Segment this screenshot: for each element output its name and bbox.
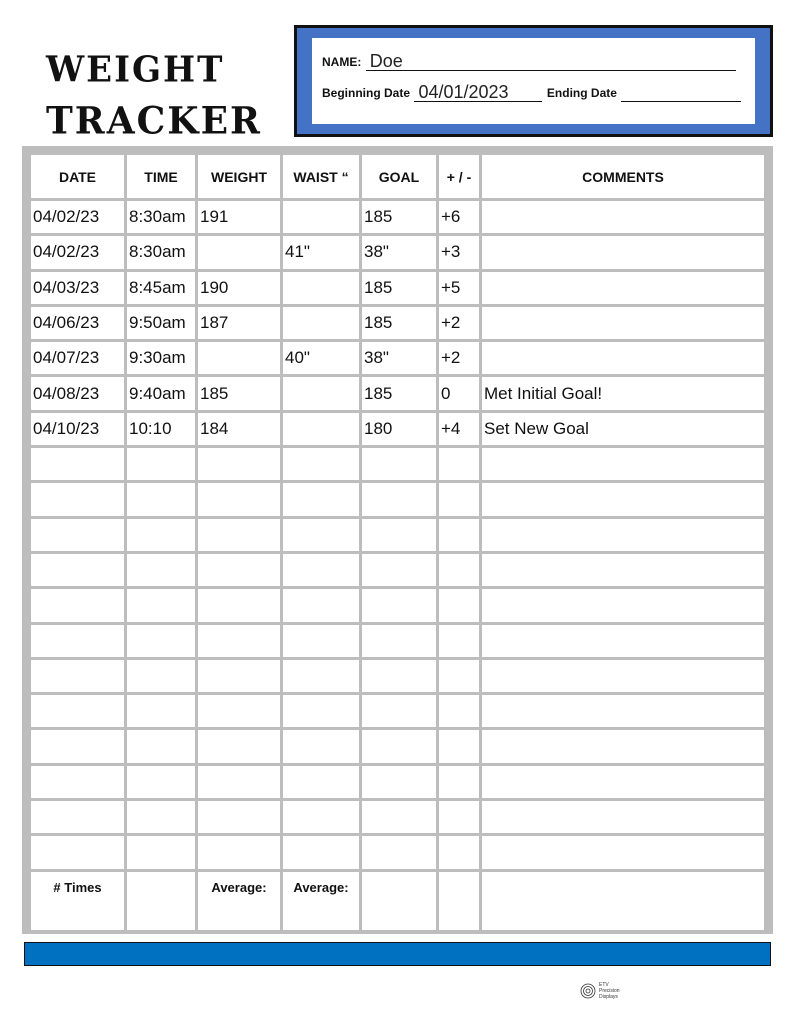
cell-comments[interactable] <box>481 694 766 729</box>
cell-waist[interactable] <box>282 694 361 729</box>
cell-weight[interactable] <box>197 658 282 693</box>
cell-diff[interactable]: +2 <box>438 341 481 376</box>
empty-table-row <box>30 482 766 517</box>
logo-text: ETV Precision Displays <box>599 982 620 1000</box>
column-header-waist: WAIST “ <box>282 154 361 200</box>
cell-date[interactable] <box>30 729 126 764</box>
empty-table-row <box>30 623 766 658</box>
cell-waist[interactable] <box>282 658 361 693</box>
column-header-weight: WEIGHT <box>197 154 282 200</box>
cell-time[interactable] <box>126 517 197 552</box>
cell-date[interactable]: 04/07/23 <box>30 341 126 376</box>
cell-waist[interactable] <box>282 835 361 870</box>
cell-date[interactable] <box>30 658 126 693</box>
empty-table-row <box>30 447 766 482</box>
cell-date[interactable] <box>30 835 126 870</box>
cell-comments[interactable] <box>481 588 766 623</box>
empty-table-row <box>30 658 766 693</box>
cell-time[interactable]: 8:30am <box>126 235 197 270</box>
cell-time[interactable] <box>126 800 197 835</box>
beginning-date-label: Beginning Date <box>322 86 411 100</box>
cell-waist[interactable] <box>282 411 361 446</box>
cell-goal[interactable] <box>361 658 438 693</box>
cell-comments[interactable] <box>481 729 766 764</box>
cell-goal[interactable]: 185 <box>361 200 438 235</box>
cell-goal[interactable]: 185 <box>361 305 438 340</box>
column-header-comments: COMMENTS <box>481 154 766 200</box>
cell-waist[interactable] <box>282 376 361 411</box>
cell-goal[interactable]: 38" <box>361 341 438 376</box>
column-header-time: TIME <box>126 154 197 200</box>
cell-waist[interactable] <box>282 729 361 764</box>
cell-waist[interactable] <box>282 588 361 623</box>
cell-diff[interactable] <box>438 588 481 623</box>
cell-date[interactable] <box>30 447 126 482</box>
cell-waist[interactable] <box>282 800 361 835</box>
empty-table-row <box>30 694 766 729</box>
cell-comments[interactable] <box>481 200 766 235</box>
cell-goal[interactable] <box>361 870 438 931</box>
cell-goal[interactable] <box>361 800 438 835</box>
cell-comments[interactable] <box>481 341 766 376</box>
cell-comments[interactable] <box>481 835 766 870</box>
column-header-goal: GOAL <box>361 154 438 200</box>
totals-row <box>30 870 766 931</box>
cell-time[interactable] <box>126 694 197 729</box>
cell-goal[interactable] <box>361 482 438 517</box>
cell-diff[interactable] <box>438 835 481 870</box>
cell-weight[interactable] <box>197 729 282 764</box>
cell-waist[interactable]: Average: <box>282 870 361 931</box>
cell-time[interactable] <box>126 658 197 693</box>
cell-time[interactable] <box>126 482 197 517</box>
cell-comments[interactable] <box>481 517 766 552</box>
cell-goal[interactable]: 185 <box>361 270 438 305</box>
cell-diff[interactable]: +5 <box>438 270 481 305</box>
cell-diff[interactable]: +2 <box>438 305 481 340</box>
cell-weight[interactable] <box>197 482 282 517</box>
cell-waist[interactable] <box>282 305 361 340</box>
cell-waist[interactable] <box>282 764 361 799</box>
table-row <box>30 376 766 411</box>
cell-goal[interactable] <box>361 729 438 764</box>
cell-weight[interactable]: 185 <box>197 376 282 411</box>
cell-date[interactable]: 04/10/23 <box>30 411 126 446</box>
cell-waist[interactable] <box>282 200 361 235</box>
cell-diff[interactable] <box>438 623 481 658</box>
cell-weight[interactable] <box>197 694 282 729</box>
name-row <box>322 52 742 71</box>
cell-date[interactable]: 04/06/23 <box>30 305 126 340</box>
cell-weight[interactable] <box>197 623 282 658</box>
cell-diff[interactable] <box>438 552 481 587</box>
cell-comments[interactable] <box>481 270 766 305</box>
cell-waist[interactable] <box>282 623 361 658</box>
table-row <box>30 235 766 270</box>
cell-date[interactable] <box>30 623 126 658</box>
cell-waist[interactable] <box>282 447 361 482</box>
cell-weight[interactable] <box>197 552 282 587</box>
cell-goal[interactable] <box>361 552 438 587</box>
cell-weight[interactable] <box>197 588 282 623</box>
cell-weight[interactable]: 184 <box>197 411 282 446</box>
cell-weight[interactable] <box>197 341 282 376</box>
cell-weight[interactable] <box>197 447 282 482</box>
footer-bar <box>24 942 771 966</box>
cell-goal[interactable]: 180 <box>361 411 438 446</box>
cell-comments[interactable] <box>481 658 766 693</box>
cell-weight[interactable] <box>197 764 282 799</box>
cell-diff[interactable] <box>438 729 481 764</box>
table-row <box>30 305 766 340</box>
cell-comments[interactable] <box>481 305 766 340</box>
cell-diff[interactable]: +4 <box>438 411 481 446</box>
header-row <box>30 154 766 200</box>
cell-goal[interactable] <box>361 623 438 658</box>
cell-weight[interactable]: 187 <box>197 305 282 340</box>
cell-comments[interactable] <box>481 764 766 799</box>
cell-time[interactable] <box>126 623 197 658</box>
cell-time[interactable]: 9:30am <box>126 341 197 376</box>
cell-comments[interactable]: Met Initial Goal! <box>481 376 766 411</box>
cell-goal[interactable] <box>361 694 438 729</box>
cell-time[interactable]: 8:45am <box>126 270 197 305</box>
cell-comments[interactable] <box>481 870 766 931</box>
target-logo-icon <box>580 983 596 999</box>
cell-weight[interactable]: Average: <box>197 870 282 931</box>
empty-table-row <box>30 517 766 552</box>
cell-goal[interactable] <box>361 517 438 552</box>
empty-table-row <box>30 764 766 799</box>
cell-date[interactable]: 04/08/23 <box>30 376 126 411</box>
name-label: NAME: <box>322 55 362 69</box>
cell-waist[interactable] <box>282 517 361 552</box>
cell-weight[interactable] <box>197 835 282 870</box>
cell-time[interactable] <box>126 870 197 931</box>
column-header-date: DATE <box>30 154 126 200</box>
cell-diff[interactable] <box>438 482 481 517</box>
empty-table-row <box>30 835 766 870</box>
empty-table-row <box>30 588 766 623</box>
cell-date[interactable]: 04/02/23 <box>30 235 126 270</box>
cell-diff[interactable] <box>438 658 481 693</box>
cell-date[interactable] <box>30 482 126 517</box>
table-row <box>30 411 766 446</box>
date-row <box>322 83 741 102</box>
cell-weight[interactable] <box>197 517 282 552</box>
cell-goal[interactable] <box>361 588 438 623</box>
cell-diff[interactable]: +3 <box>438 235 481 270</box>
cell-comments[interactable] <box>481 623 766 658</box>
cell-comments[interactable]: Set New Goal <box>481 411 766 446</box>
empty-table-row <box>30 552 766 587</box>
cell-diff[interactable]: +6 <box>438 200 481 235</box>
empty-table-row <box>30 729 766 764</box>
table-row <box>30 270 766 305</box>
cell-date[interactable]: 04/02/23 <box>30 200 126 235</box>
cell-goal[interactable] <box>361 764 438 799</box>
cell-waist[interactable] <box>282 270 361 305</box>
title-weight: WEIGHT <box>46 49 225 91</box>
tracker-table <box>22 146 773 934</box>
cell-time[interactable]: 10:10 <box>126 411 197 446</box>
cell-weight[interactable] <box>197 235 282 270</box>
cell-weight[interactable]: 191 <box>197 200 282 235</box>
cell-diff[interactable]: 0 <box>438 376 481 411</box>
cell-date[interactable] <box>30 800 126 835</box>
cell-waist[interactable] <box>282 552 361 587</box>
cell-diff[interactable] <box>438 517 481 552</box>
column-header-diff: + / - <box>438 154 481 200</box>
beginning-date-field[interactable]: 04/01/2023 <box>414 83 542 102</box>
cell-date[interactable]: 04/03/23 <box>30 270 126 305</box>
ending-date-field[interactable] <box>621 101 741 102</box>
cell-time[interactable]: 9:50am <box>126 305 197 340</box>
cell-comments[interactable] <box>481 552 766 587</box>
info-box <box>294 25 773 137</box>
cell-date[interactable] <box>30 588 126 623</box>
cell-comments[interactable] <box>481 447 766 482</box>
cell-comments[interactable] <box>481 482 766 517</box>
cell-date[interactable] <box>30 552 126 587</box>
cell-date[interactable] <box>30 694 126 729</box>
cell-comments[interactable] <box>481 235 766 270</box>
cell-time[interactable] <box>126 447 197 482</box>
cell-waist[interactable]: 40" <box>282 341 361 376</box>
cell-diff[interactable] <box>438 447 481 482</box>
cell-diff[interactable] <box>438 694 481 729</box>
cell-comments[interactable] <box>481 800 766 835</box>
table-row <box>30 200 766 235</box>
cell-time[interactable]: 8:30am <box>126 200 197 235</box>
cell-weight[interactable] <box>197 800 282 835</box>
cell-time[interactable] <box>126 552 197 587</box>
empty-table-row <box>30 800 766 835</box>
cell-goal[interactable] <box>361 447 438 482</box>
cell-goal[interactable]: 38" <box>361 235 438 270</box>
title-tracker: TRACKER <box>46 98 262 144</box>
cell-diff[interactable] <box>438 870 481 931</box>
cell-goal[interactable]: 185 <box>361 376 438 411</box>
brand-logo <box>580 982 629 1000</box>
cell-weight[interactable]: 190 <box>197 270 282 305</box>
cell-diff[interactable] <box>438 764 481 799</box>
cell-goal[interactable] <box>361 835 438 870</box>
cell-date[interactable] <box>30 764 126 799</box>
cell-date[interactable]: # Times <box>30 870 126 931</box>
cell-time[interactable] <box>126 835 197 870</box>
cell-time[interactable] <box>126 764 197 799</box>
cell-time[interactable]: 9:40am <box>126 376 197 411</box>
cell-time[interactable] <box>126 729 197 764</box>
cell-waist[interactable]: 41" <box>282 235 361 270</box>
cell-time[interactable] <box>126 588 197 623</box>
cell-diff[interactable] <box>438 800 481 835</box>
name-field[interactable]: Doe <box>366 52 736 71</box>
table-row <box>30 341 766 376</box>
ending-date-label: Ending Date <box>546 86 617 100</box>
cell-date[interactable] <box>30 517 126 552</box>
cell-waist[interactable] <box>282 482 361 517</box>
